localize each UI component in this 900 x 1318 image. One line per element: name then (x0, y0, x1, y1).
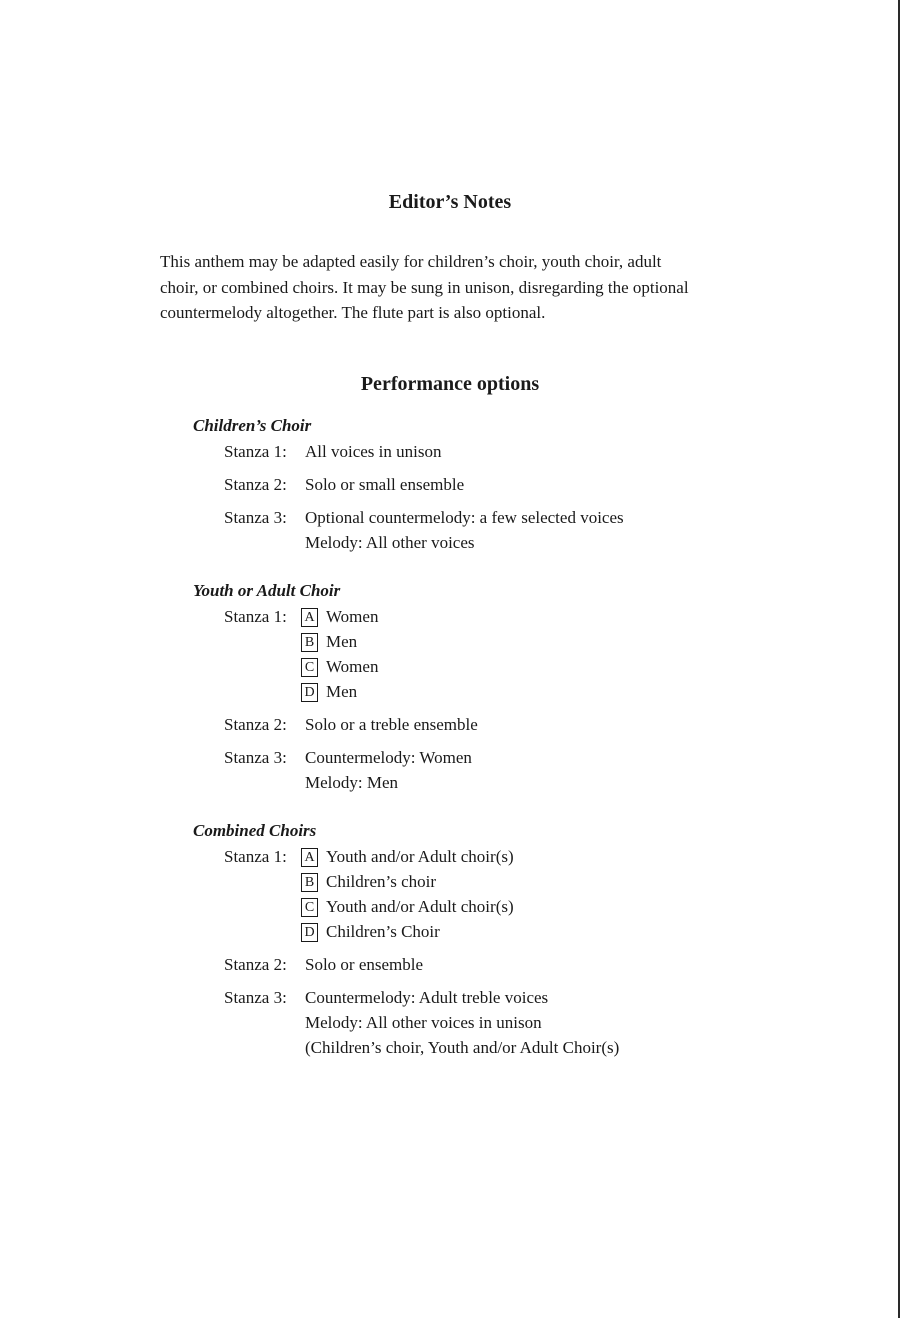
part-row (301, 680, 357, 704)
stanza-text: All voices in unison (305, 442, 442, 461)
section-title: Performance options (360, 373, 540, 395)
part-text: Men (326, 682, 358, 701)
part-row (301, 605, 378, 629)
intro-line: choir, or combined choirs. It may be sung in unison, disregarding the optional (160, 277, 689, 297)
stanza-text: Melody: Men (305, 773, 399, 792)
youth-adult-choir-heading: Youth or Adult Choir (193, 581, 341, 600)
part-row (301, 655, 378, 679)
part-letter-box: A (301, 608, 318, 627)
stanza-text: Countermelody: Women (305, 748, 472, 767)
stanza-label: Stanza 3: (224, 988, 287, 1007)
page-title: Editor’s Notes (388, 191, 512, 213)
part-letter-box: A (301, 848, 318, 867)
stanza-text: Solo or a treble ensemble (305, 715, 478, 734)
stanza-text: Optional countermelody: a few selected voices (305, 508, 624, 527)
part-letter-box: C (301, 658, 318, 677)
part-row (301, 895, 514, 919)
part-row (301, 845, 514, 869)
stanza-text: Melody: All other voices (305, 533, 475, 552)
part-row (301, 920, 440, 944)
stanza-text: Countermelody: Adult treble voices (305, 988, 549, 1007)
part-letter-box: D (301, 683, 318, 702)
part-row (301, 630, 357, 654)
part-text: Men (326, 632, 358, 651)
stanza-label: Stanza 1: (224, 847, 287, 866)
childrens-choir-heading: Children’s Choir (193, 416, 312, 435)
intro-line: This anthem may be adapted easily for children’s choir, youth choir, adult (160, 252, 662, 271)
stanza-label: Stanza 2: (224, 715, 287, 734)
combined-choirs-heading: Combined Choirs (193, 821, 317, 840)
part-text: Women (326, 657, 379, 676)
stanza-label: Stanza 1: (224, 607, 287, 626)
stanza-label: Stanza 1: (224, 442, 287, 461)
part-letter-box: C (301, 898, 318, 917)
stanza-label: Stanza 2: (224, 955, 287, 974)
part-letter-box: B (301, 873, 318, 892)
intro-line: countermelody altogether. The flute part is also optional. (160, 303, 546, 322)
stanza-label: Stanza 3: (224, 508, 287, 527)
stanza-label: Stanza 3: (224, 748, 287, 767)
part-text: Women (326, 607, 379, 626)
part-text: Youth and/or Adult choir(s) (326, 897, 514, 916)
part-letter-box: D (301, 923, 318, 942)
stanza-text: Melody: All other voices in unison (305, 1013, 542, 1032)
part-text: Children’s Choir (326, 922, 440, 941)
stanza-text: (Children’s choir, Youth and/or Adult Choir(s) (305, 1038, 620, 1057)
intro-paragraph (160, 249, 740, 326)
part-letter-box: B (301, 633, 318, 652)
part-row (301, 870, 436, 894)
part-text: Children’s choir (326, 872, 437, 891)
stanza-text: Solo or small ensemble (305, 475, 465, 494)
stanza-text: Solo or ensemble (305, 955, 424, 974)
stanza-label: Stanza 2: (224, 475, 287, 494)
part-text: Youth and/or Adult choir(s) (326, 847, 514, 866)
